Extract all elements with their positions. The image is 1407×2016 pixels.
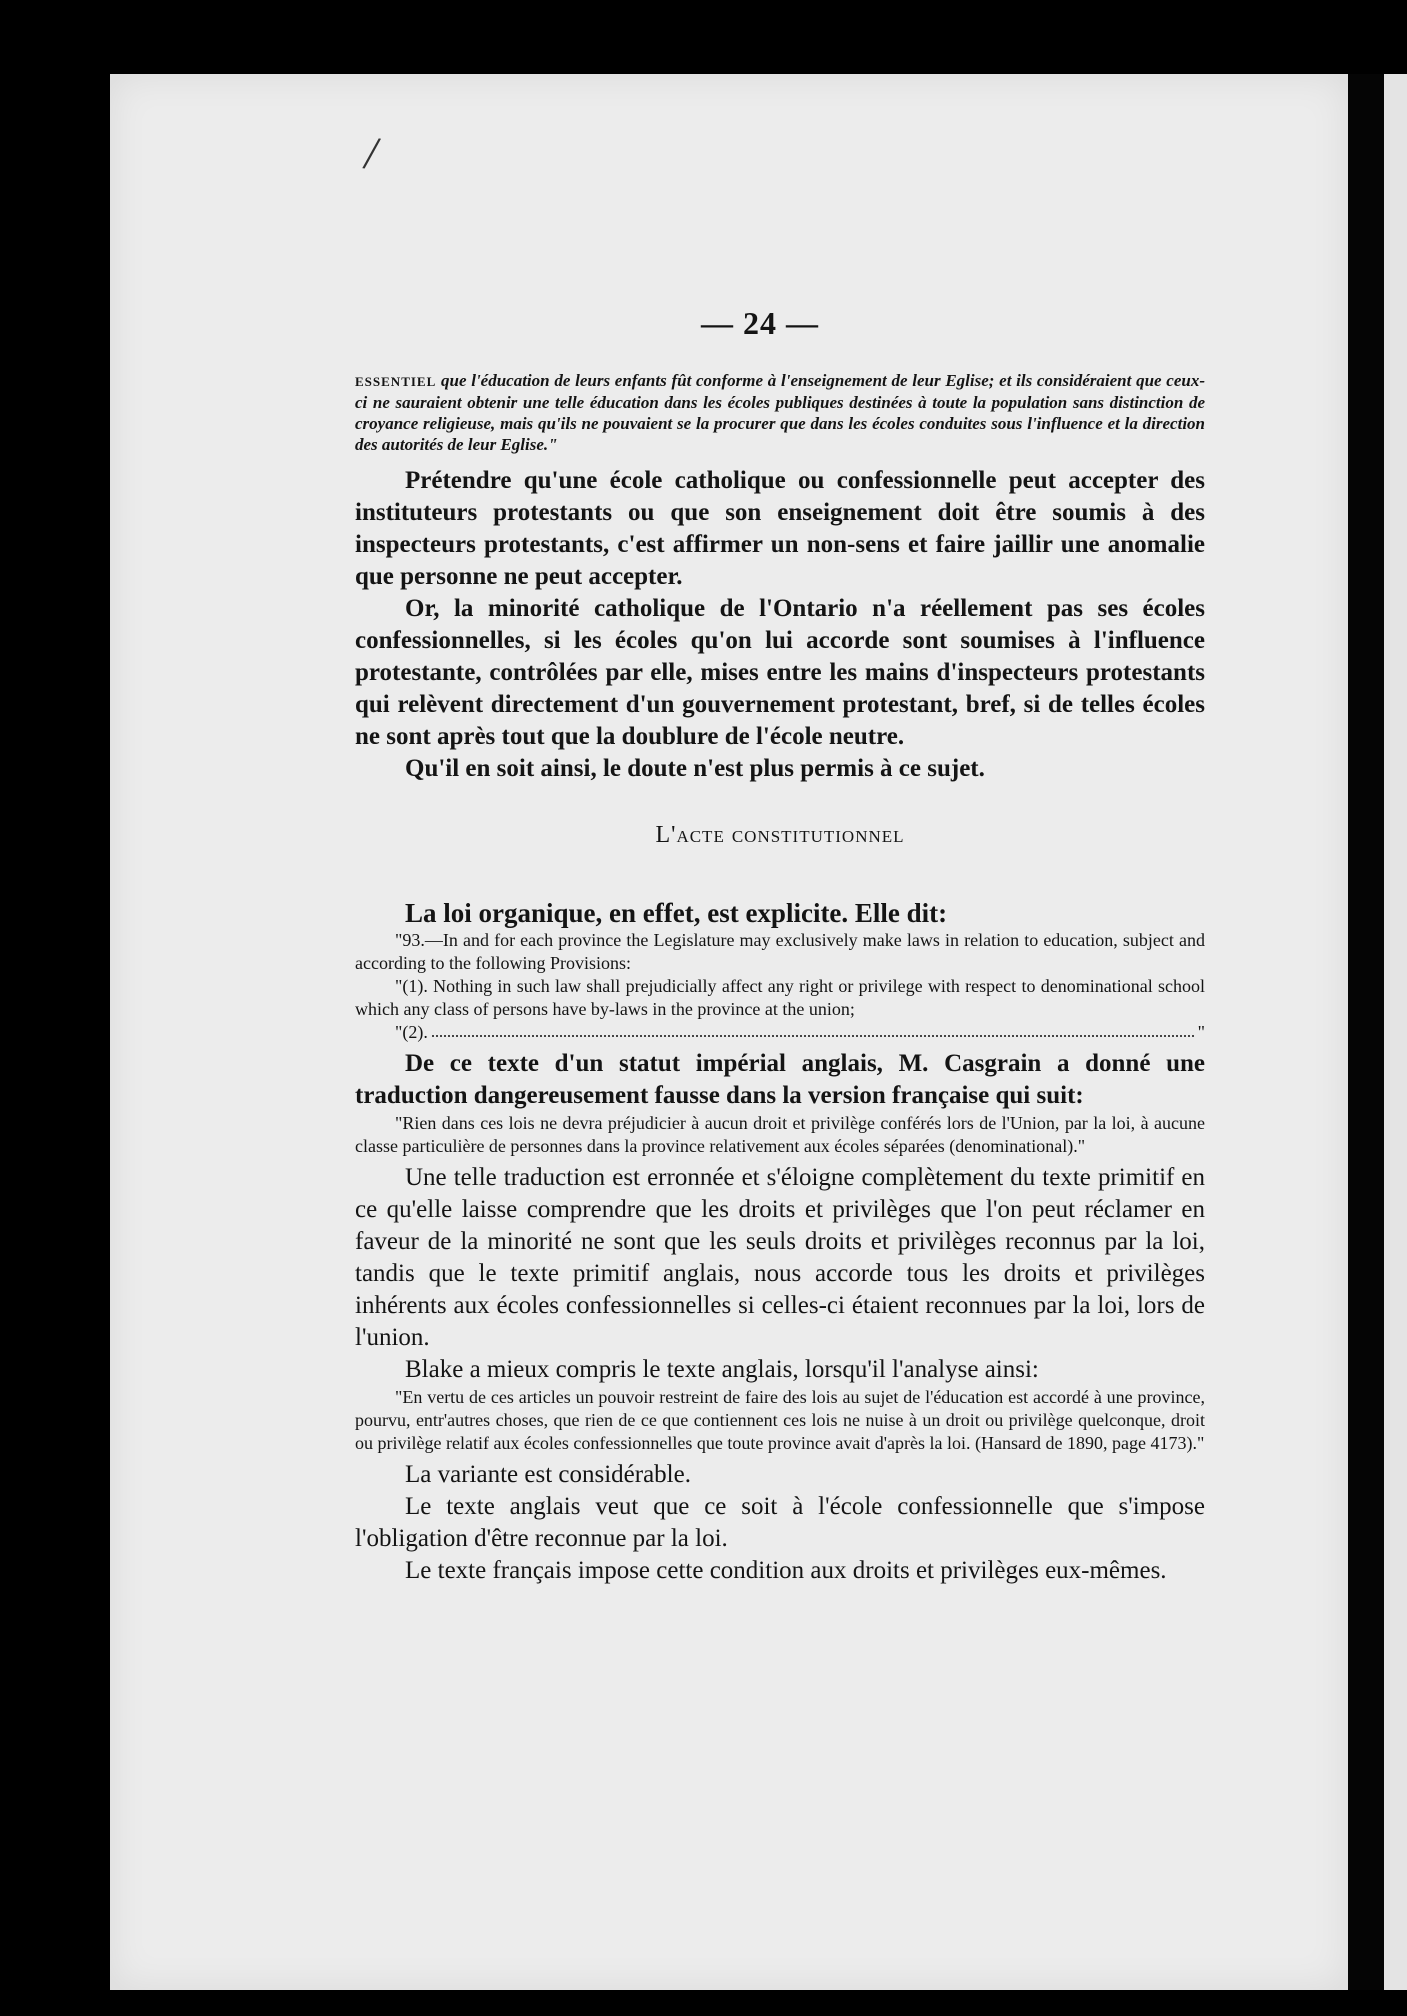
paragraph-3: Qu'il en soit ainsi, le doute n'est plus permis à ce sujet. bbox=[405, 755, 985, 782]
facing-page-edge bbox=[1384, 74, 1407, 1990]
page-body bbox=[355, 370, 1205, 1587]
quote-provision-2 bbox=[355, 1021, 1205, 1044]
continued-quote-text: que l'éducation de leurs enfants fût conforme à l'enseignement de leur Eglise; et ils considéraient que ceux-ci ne sauraient obtenir une telle éducation dans les écoles publiques destinées à toute la population sans distinction de croyance religieuse, mais qu'ils ne pouvaient se la procurer que dans les écoles conduites sous l'influence et la direction des autorités de leur Eglise." bbox=[355, 371, 1206, 454]
pencil-mark: / bbox=[360, 126, 383, 181]
paragraph-8: Le texte anglais veut que ce soit à l'école confessionnelle que s'impose l'obligation d'être reconnue par la loi. bbox=[355, 1493, 1205, 1552]
book-gutter bbox=[1348, 74, 1384, 1990]
quote-provision-2-end: " bbox=[1197, 1022, 1205, 1042]
paragraph-4: De ce texte d'un statut impérial anglais, M. Casgrain a donné une traduction dangereusement fausse dans la version française qui suit: bbox=[355, 1050, 1205, 1109]
paragraph-7: La variante est considérable. bbox=[405, 1461, 691, 1488]
paragraph-1: Prétendre qu'une école catholique ou confessionnelle peut accepter des instituteurs protestants ou que son enseignement doit être soumis à des inspecteurs protestants, c'est affirmer un non-sens et faire jaillir une anomalie que personne ne peut accepter. bbox=[355, 467, 1205, 590]
quote-blake: "En vertu de ces articles un pouvoir restreint de faire des lois au sujet de l'éducation est accordé à une province, pourvu, entr'autres choses, que rien de ce que contiennent ces lois ne nuise à un droit ou privilège quelconque, droit ou privilège relatif aux écoles confessionnelles que toute province avait d'après la loi. (Hansard de 1890, page 4173)." bbox=[355, 1387, 1205, 1453]
section-heading: L'acte constitutionnel bbox=[655, 822, 905, 848]
paragraph-9: Le texte français impose cette condition aux droits et privilèges eux-mêmes. bbox=[405, 1557, 1167, 1584]
quote-provision-1: "(1). Nothing in such law shall prejudicially affect any right or privilege with respect to denominational school which any class of persons have by-laws in the province at the union; bbox=[355, 976, 1205, 1019]
page-number: — 24 — bbox=[701, 305, 819, 341]
section-intro: La loi organique, en effet, est explicite. Elle dit: bbox=[405, 898, 948, 928]
dotted-leader bbox=[432, 1035, 1194, 1037]
quote-article-93: "93.—In and for each province the Legislature may exclusively make laws in relation to education, subject and according to the following Provisions: bbox=[355, 930, 1205, 973]
continued-quote bbox=[355, 370, 1205, 455]
quote-french-translation: "Rien dans ces lois ne devra préjudicier à aucun droit et privilège conférés lors de l'Union, par la loi, à aucune classe particulière de personnes dans la province relativement aux écoles séparées (denominational)." bbox=[355, 1113, 1205, 1156]
continued-quote-lead: ESSENTIEL bbox=[355, 374, 437, 389]
quote-provision-2-start: "(2). bbox=[395, 1022, 428, 1042]
paragraph-5: Une telle traduction est erronnée et s'éloigne complètement du texte primitif en ce qu'elle laisse comprendre que les droits et privilèges que l'on peut réclamer en faveur de la minorité ne sont que les seuls droits et privilèges reconnus par la loi, tandis que le texte primitif anglais, nous accorde tous les droits et privilèges inhérents aux écoles confessionnelles si celles-ci étaient reconnues par la loi, lors de l'union. bbox=[355, 1164, 1205, 1351]
paragraph-2: Or, la minorité catholique de l'Ontario n'a réellement pas ses écoles confessionnelles, si les écoles qu'on lui accorde sont soumises à l'influence protestante, contrôlées par elle, mises entre les mains d'inspecteurs protestants qui relèvent directement d'un gouvernement protestant, bref, si de telles écoles ne sont après tout que la doublure de l'école neutre. bbox=[355, 595, 1205, 750]
paragraph-6: Blake a mieux compris le texte anglais, lorsqu'il l'analyse ainsi: bbox=[405, 1356, 1039, 1383]
